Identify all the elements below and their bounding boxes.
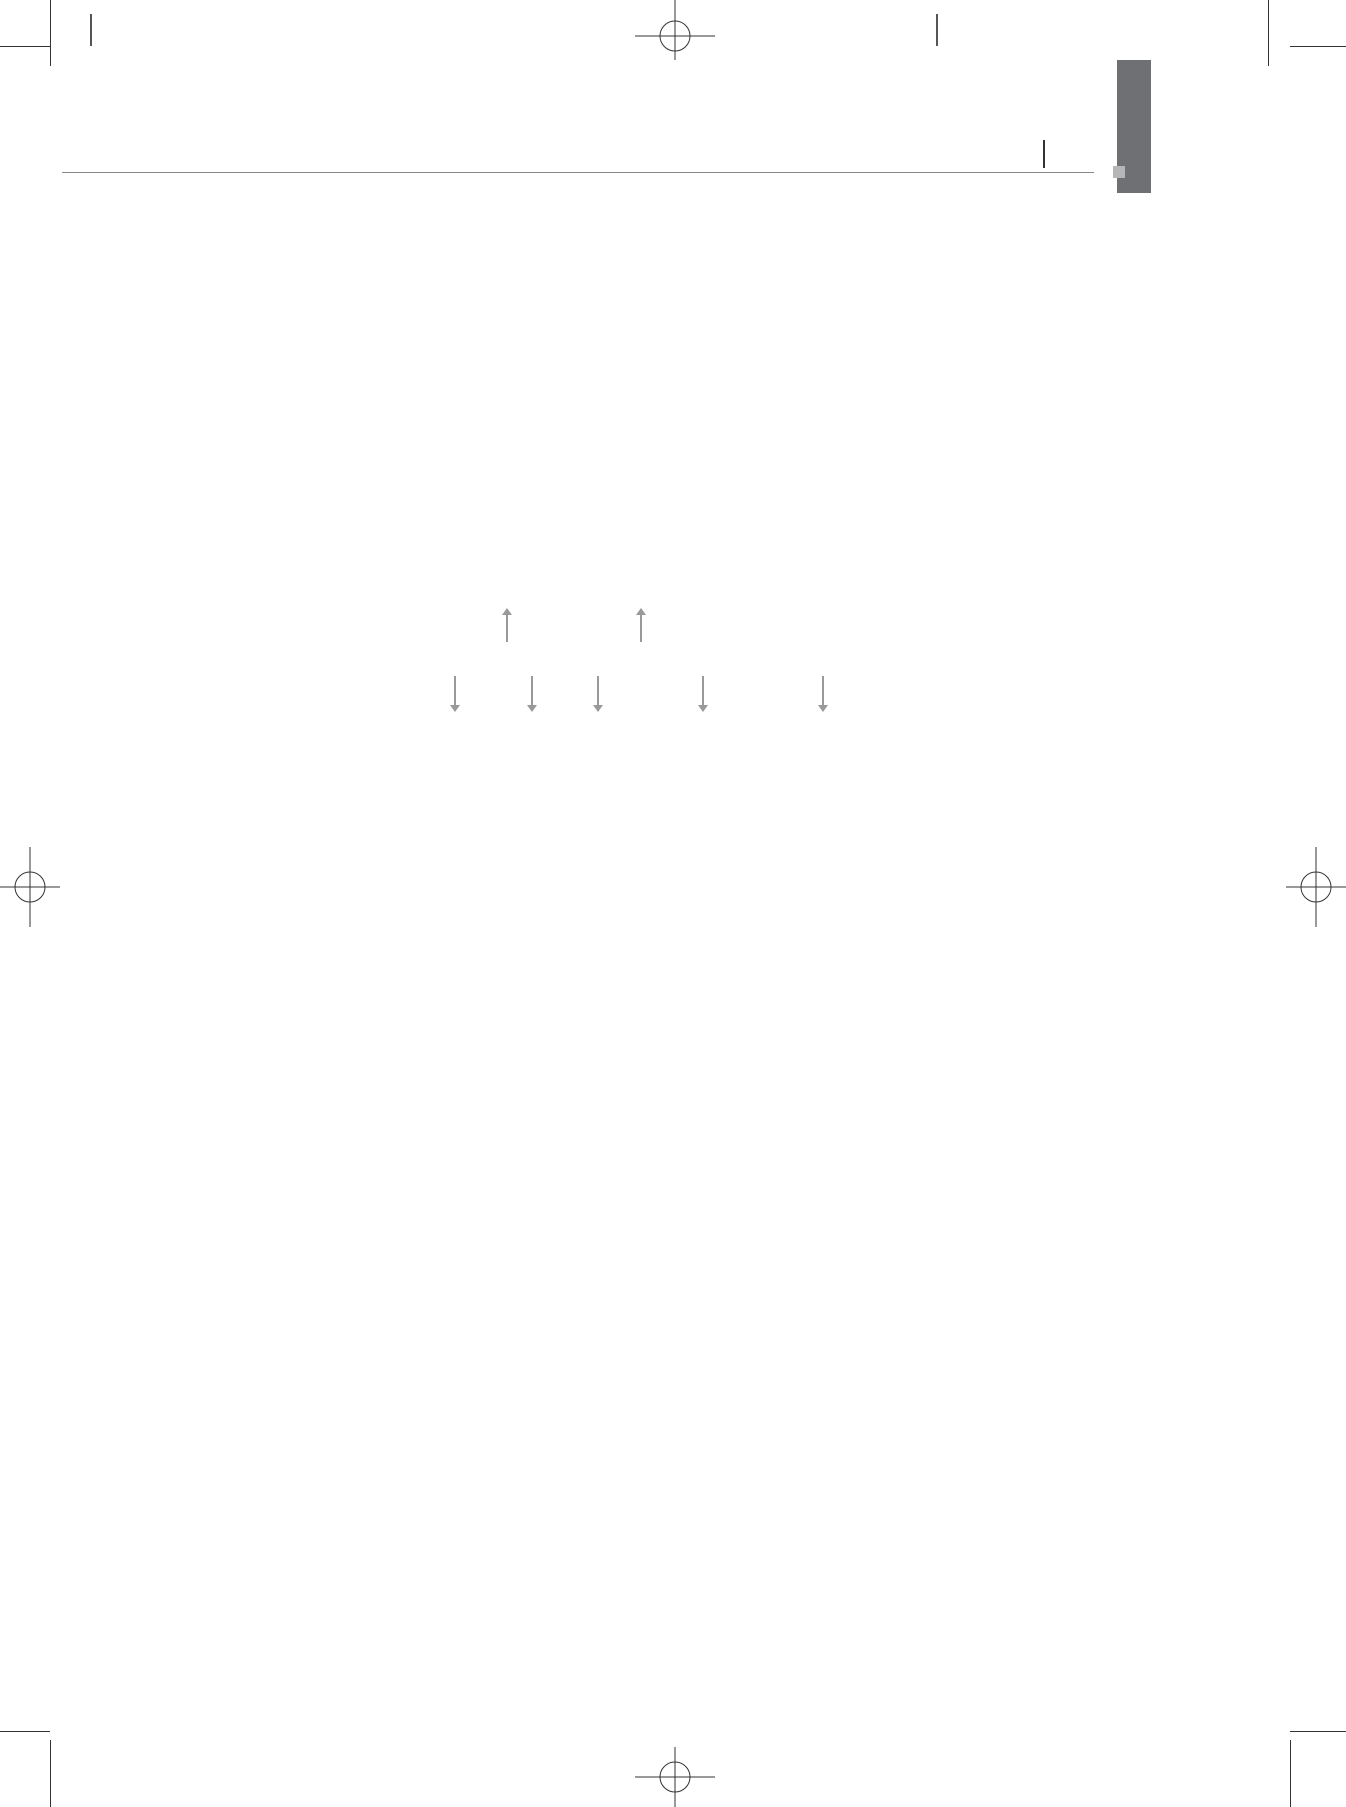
thumb-tab-accent	[1113, 166, 1125, 178]
gray-color-bar	[90, 14, 92, 46]
registration-mark-left	[0, 842, 60, 932]
header-rule	[62, 172, 1094, 173]
arrow-locus	[531, 676, 533, 706]
crop-mark	[1290, 1740, 1291, 1807]
arrow-connector	[506, 614, 508, 642]
process-color-bar	[936, 14, 938, 46]
registration-mark-top	[630, 0, 720, 60]
arrow-spec2	[702, 676, 704, 706]
arrow-prefix	[454, 676, 456, 706]
crop-mark	[0, 46, 50, 47]
registration-mark-right	[1286, 842, 1346, 932]
header-separator	[1043, 140, 1045, 168]
arrow-separator	[640, 614, 642, 642]
crop-mark	[1290, 46, 1346, 47]
crop-mark	[1268, 0, 1269, 66]
crop-mark	[50, 1740, 51, 1807]
crop-mark	[50, 0, 51, 66]
dump-watermark	[290, 590, 1070, 1230]
registration-mark-bottom	[630, 1747, 720, 1807]
arrow-split	[822, 676, 824, 706]
crop-mark	[0, 1731, 50, 1732]
crop-mark	[1290, 1731, 1346, 1732]
arrow-spec1	[597, 676, 599, 706]
